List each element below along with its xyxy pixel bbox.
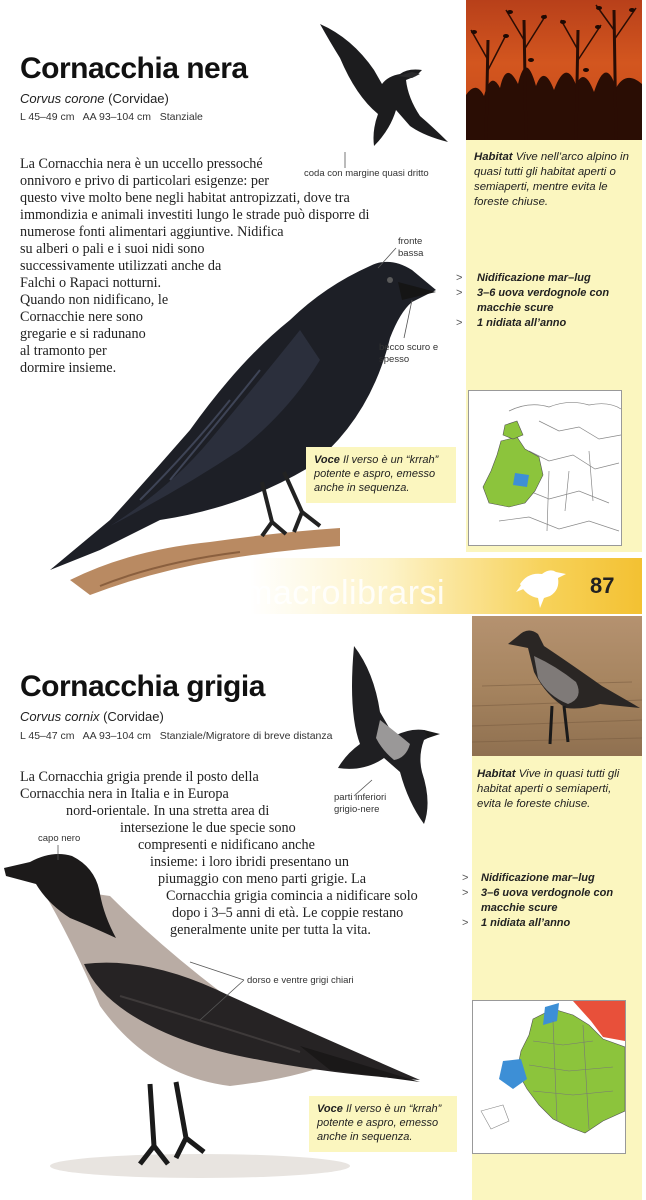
watermark-text: macrolibrarsi bbox=[244, 574, 446, 612]
nesting-line: macchie scure bbox=[481, 902, 558, 914]
desc-line: Cornacchia nera in Italia e in Europa bbox=[20, 786, 229, 802]
distribution-map-bottom bbox=[472, 1000, 626, 1154]
nesting-line: 1 nidiata all’anno bbox=[477, 317, 567, 329]
voice-desc: Il verso è un “krrah” potente e aspro, emesso anche in sequenza. bbox=[317, 1103, 442, 1143]
desc-line: generalmente unite per tutta la vita. bbox=[170, 922, 371, 938]
label-line: fronte bbox=[398, 236, 423, 247]
voice-label: Voce bbox=[317, 1103, 343, 1115]
label-tail: coda con margine quasi dritto bbox=[304, 168, 429, 179]
habitat-label: Habitat bbox=[477, 768, 516, 780]
latin-name: Corvus cornix bbox=[20, 709, 100, 724]
habitat-text-top bbox=[474, 150, 638, 210]
habitat-text-bottom bbox=[477, 767, 635, 812]
voice-box-bottom bbox=[309, 1096, 457, 1152]
desc-line: Cornacchia grigia comincia a nidificare solo bbox=[166, 888, 418, 904]
desc-line: compresenti e nidificano anche bbox=[138, 837, 315, 853]
label-line: bassa bbox=[398, 248, 424, 259]
habitat-desc: Vive nell’arco alpino in quasi tutti gli habitat aperti o semiaperti, mentre evita le foreste chiuse. bbox=[474, 151, 629, 208]
label-head: capo nero bbox=[38, 833, 81, 844]
voice-desc: Il verso è un “krrah” potente e aspro, emesso anche in sequenza. bbox=[314, 454, 439, 494]
nesting-line: 3–6 uova verdognole con bbox=[481, 887, 614, 899]
winter-area bbox=[513, 473, 529, 487]
nesting-info-bottom bbox=[481, 871, 613, 931]
habitat-label: Habitat bbox=[474, 151, 513, 163]
habitat-desc: Vive in quasi tutti gli habitat aperti o semiaperti, evita le foreste chiuse. bbox=[477, 768, 620, 810]
label-line: grigio-nere bbox=[334, 804, 380, 815]
family-name: (Corvidae) bbox=[108, 91, 169, 106]
species-measures-top: L 45–49 cm AA 93–104 cm Stanziale bbox=[20, 111, 203, 123]
watermark-tagline: ALTERNATIVA NATURALE bbox=[246, 614, 467, 625]
species-title-bottom: Cornacchia grigia bbox=[20, 670, 265, 703]
desc-line: immondizia e animali investiti lungo le strade può disporre di bbox=[20, 207, 370, 223]
desc-line: al tramonto per bbox=[20, 343, 107, 359]
nesting-arrows-bottom: > > > bbox=[462, 872, 469, 929]
desc-line: Cornacchie nere sono bbox=[20, 309, 143, 325]
desc-line: Falchi o Rapaci notturni. bbox=[20, 275, 162, 291]
nesting-line: 1 nidiata all’anno bbox=[481, 917, 571, 929]
distribution-map-top bbox=[468, 390, 622, 546]
desc-line: successivamente utilizzati anche da bbox=[20, 258, 222, 274]
species-title-top: Cornacchia nera bbox=[20, 52, 248, 85]
label-line: becco scuro e bbox=[379, 342, 439, 353]
family-name: (Corvidae) bbox=[103, 709, 164, 724]
page-number: 87 bbox=[590, 573, 615, 598]
desc-line: La Cornacchia grigia prende il posto della bbox=[20, 769, 259, 785]
latin-name: Corvus corone bbox=[20, 91, 105, 106]
desc-line: su alberi o pali e i suoi nidi sono bbox=[20, 241, 205, 257]
species-measures-bottom: L 45–47 cm AA 93–104 cm Stanziale/Migratore di breve distanza bbox=[20, 730, 333, 742]
nesting-line: Nidificazione mar–lug bbox=[481, 872, 595, 884]
label-line: parti inferiori bbox=[334, 792, 387, 803]
desc-line: questo vive molto bene negli habitat antropizzati, dove tra bbox=[20, 190, 350, 206]
voice-box-top bbox=[306, 447, 456, 503]
desc-line: insieme: i loro ibridi presentano un bbox=[150, 854, 349, 870]
desc-line: piumaggio con meno parti grigie. La bbox=[158, 871, 367, 887]
nesting-line: macchie scure bbox=[477, 302, 554, 314]
desc-line: dopo i 3–5 anni di età. Le coppie restano bbox=[172, 905, 404, 921]
desc-line: La Cornacchia nera è un uccello pressoché bbox=[20, 156, 263, 172]
label-line: spesso bbox=[379, 354, 410, 365]
voice-label: Voce bbox=[314, 454, 340, 466]
nesting-line: Nidificazione mar–lug bbox=[477, 272, 591, 284]
nesting-info-top bbox=[477, 271, 609, 331]
desc-line: Quando non nidificano, le bbox=[20, 292, 169, 308]
nesting-arrows-top: > > > bbox=[456, 272, 463, 329]
label-back: dorso e ventre grigi chiari bbox=[247, 975, 354, 986]
desc-line: numerose fonti alimentari aggiuntive. Nidifica bbox=[20, 224, 284, 240]
desc-line: onnivoro e privo di particolari esigenze: per bbox=[20, 173, 269, 189]
nesting-line: 3–6 uova verdognole con bbox=[477, 287, 610, 299]
desc-line: nord-orientale. In una stretta area di bbox=[66, 803, 270, 819]
desc-line: gregarie e si radunano bbox=[20, 326, 146, 342]
range-area bbox=[483, 437, 543, 507]
desc-line: intersezione le due specie sono bbox=[120, 820, 296, 836]
desc-line: dormire insieme. bbox=[20, 360, 117, 376]
